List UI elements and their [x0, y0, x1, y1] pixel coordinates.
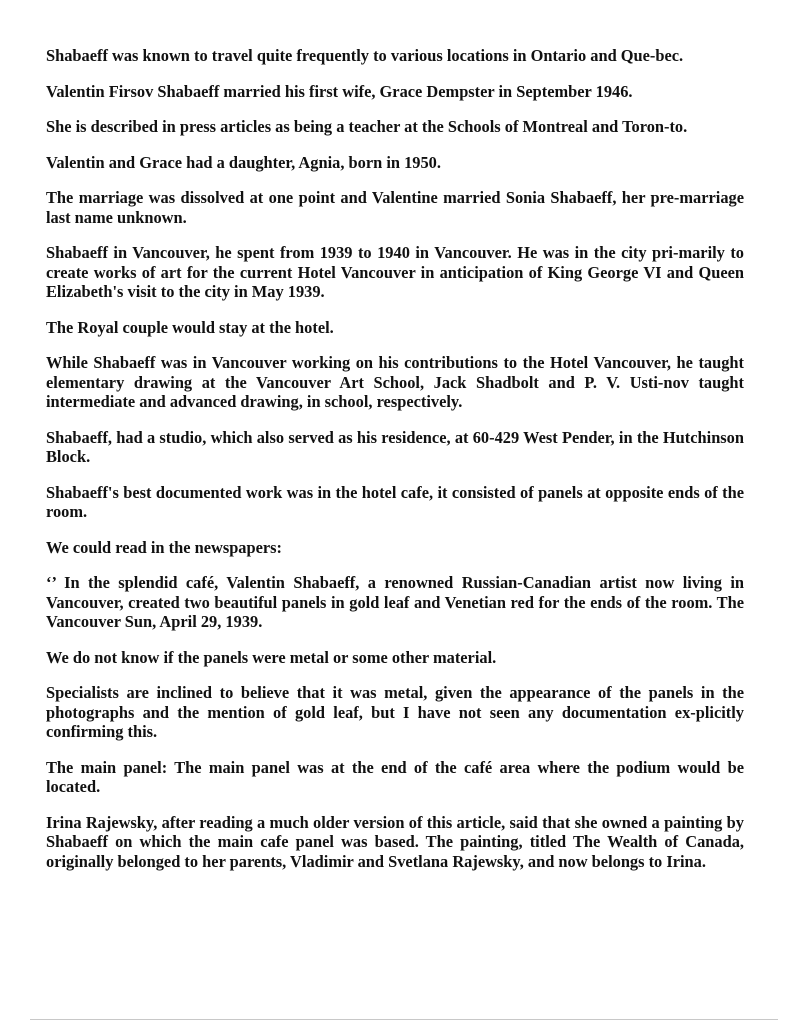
paragraph: The main panel: The main panel was at the end of the café area where the podium would be located.	[46, 757, 744, 796]
paragraph: Shabaeff was known to travel quite frequently to various locations in Ontario and Que-bec.	[46, 46, 684, 65]
paragraph: She is described in press articles as being a teacher at the Schools of Montreal and Toron-to.	[46, 117, 688, 136]
paragraph: Shabaeff's best documented work was in the hotel cafe, it consisted of panels at opposite ends of the room.	[46, 482, 744, 521]
paragraph: The Royal couple would stay at the hotel.	[46, 317, 334, 337]
paragraph: We do not know if the panels were metal or some other material.	[46, 647, 497, 667]
paragraph: Valentin and Grace had a daughter, Agnia, born in 1950.	[46, 152, 441, 172]
page-bottom-divider	[30, 1019, 778, 1020]
paragraph: Shabaeff, had a studio, which also served as his residence, at 60-429 West Pender, in the Hutchinson Block.	[46, 427, 744, 466]
document-page	[46, 46, 744, 887]
paragraph: The marriage was dissolved at one point and Valentine married Sonia Shabaeff, her pre-marriage last name unknown.	[46, 188, 744, 227]
quote-paragraph: ‘’ In the splendid café, Valentin Shabaeff, a renowned Russian-Canadian artist now living in Vancouver, created two beautiful panels in gold leaf and Venetian red for the ends of the room. The Vancouver Sun, April 29, 1939.	[46, 573, 744, 631]
paragraph: Irina Rajewsky, after reading a much older version of this article, said that she owned a painting by Shabaeff on which the main cafe panel was based. The painting, titled The Wealth of Canada, originally belonged to her parents, Vladimir and Svetlana Rajewsky, and now belongs to Irina.	[46, 812, 744, 871]
paragraph: While Shabaeff was in Vancouver working on his contributions to the Hotel Vancouver, he taught elementary drawing at the Vancouver Art School, Jack Shadbolt and P. V. Usti-nov taught intermediate and advanced drawing, in school, respectively.	[46, 353, 744, 411]
paragraph: Shabaeff in Vancouver, he spent from 1939 to 1940 in Vancouver. He was in the city pri-marily to create works of art for the current Hotel Vancouver in anticipation of King George VI and Queen Elizabeth's visit to the city in May 1939.	[46, 243, 744, 301]
paragraph: We could read in the newspapers:	[46, 537, 283, 557]
paragraph: Valentin Firsov Shabaeff married his first wife, Grace Dempster in September 1946.	[46, 81, 633, 101]
paragraph: Specialists are inclined to believe that it was metal, given the appearance of the panels in the photographs and the mention of gold leaf, but I have not seen any documentation ex-plicitly confirming this.	[46, 683, 744, 741]
